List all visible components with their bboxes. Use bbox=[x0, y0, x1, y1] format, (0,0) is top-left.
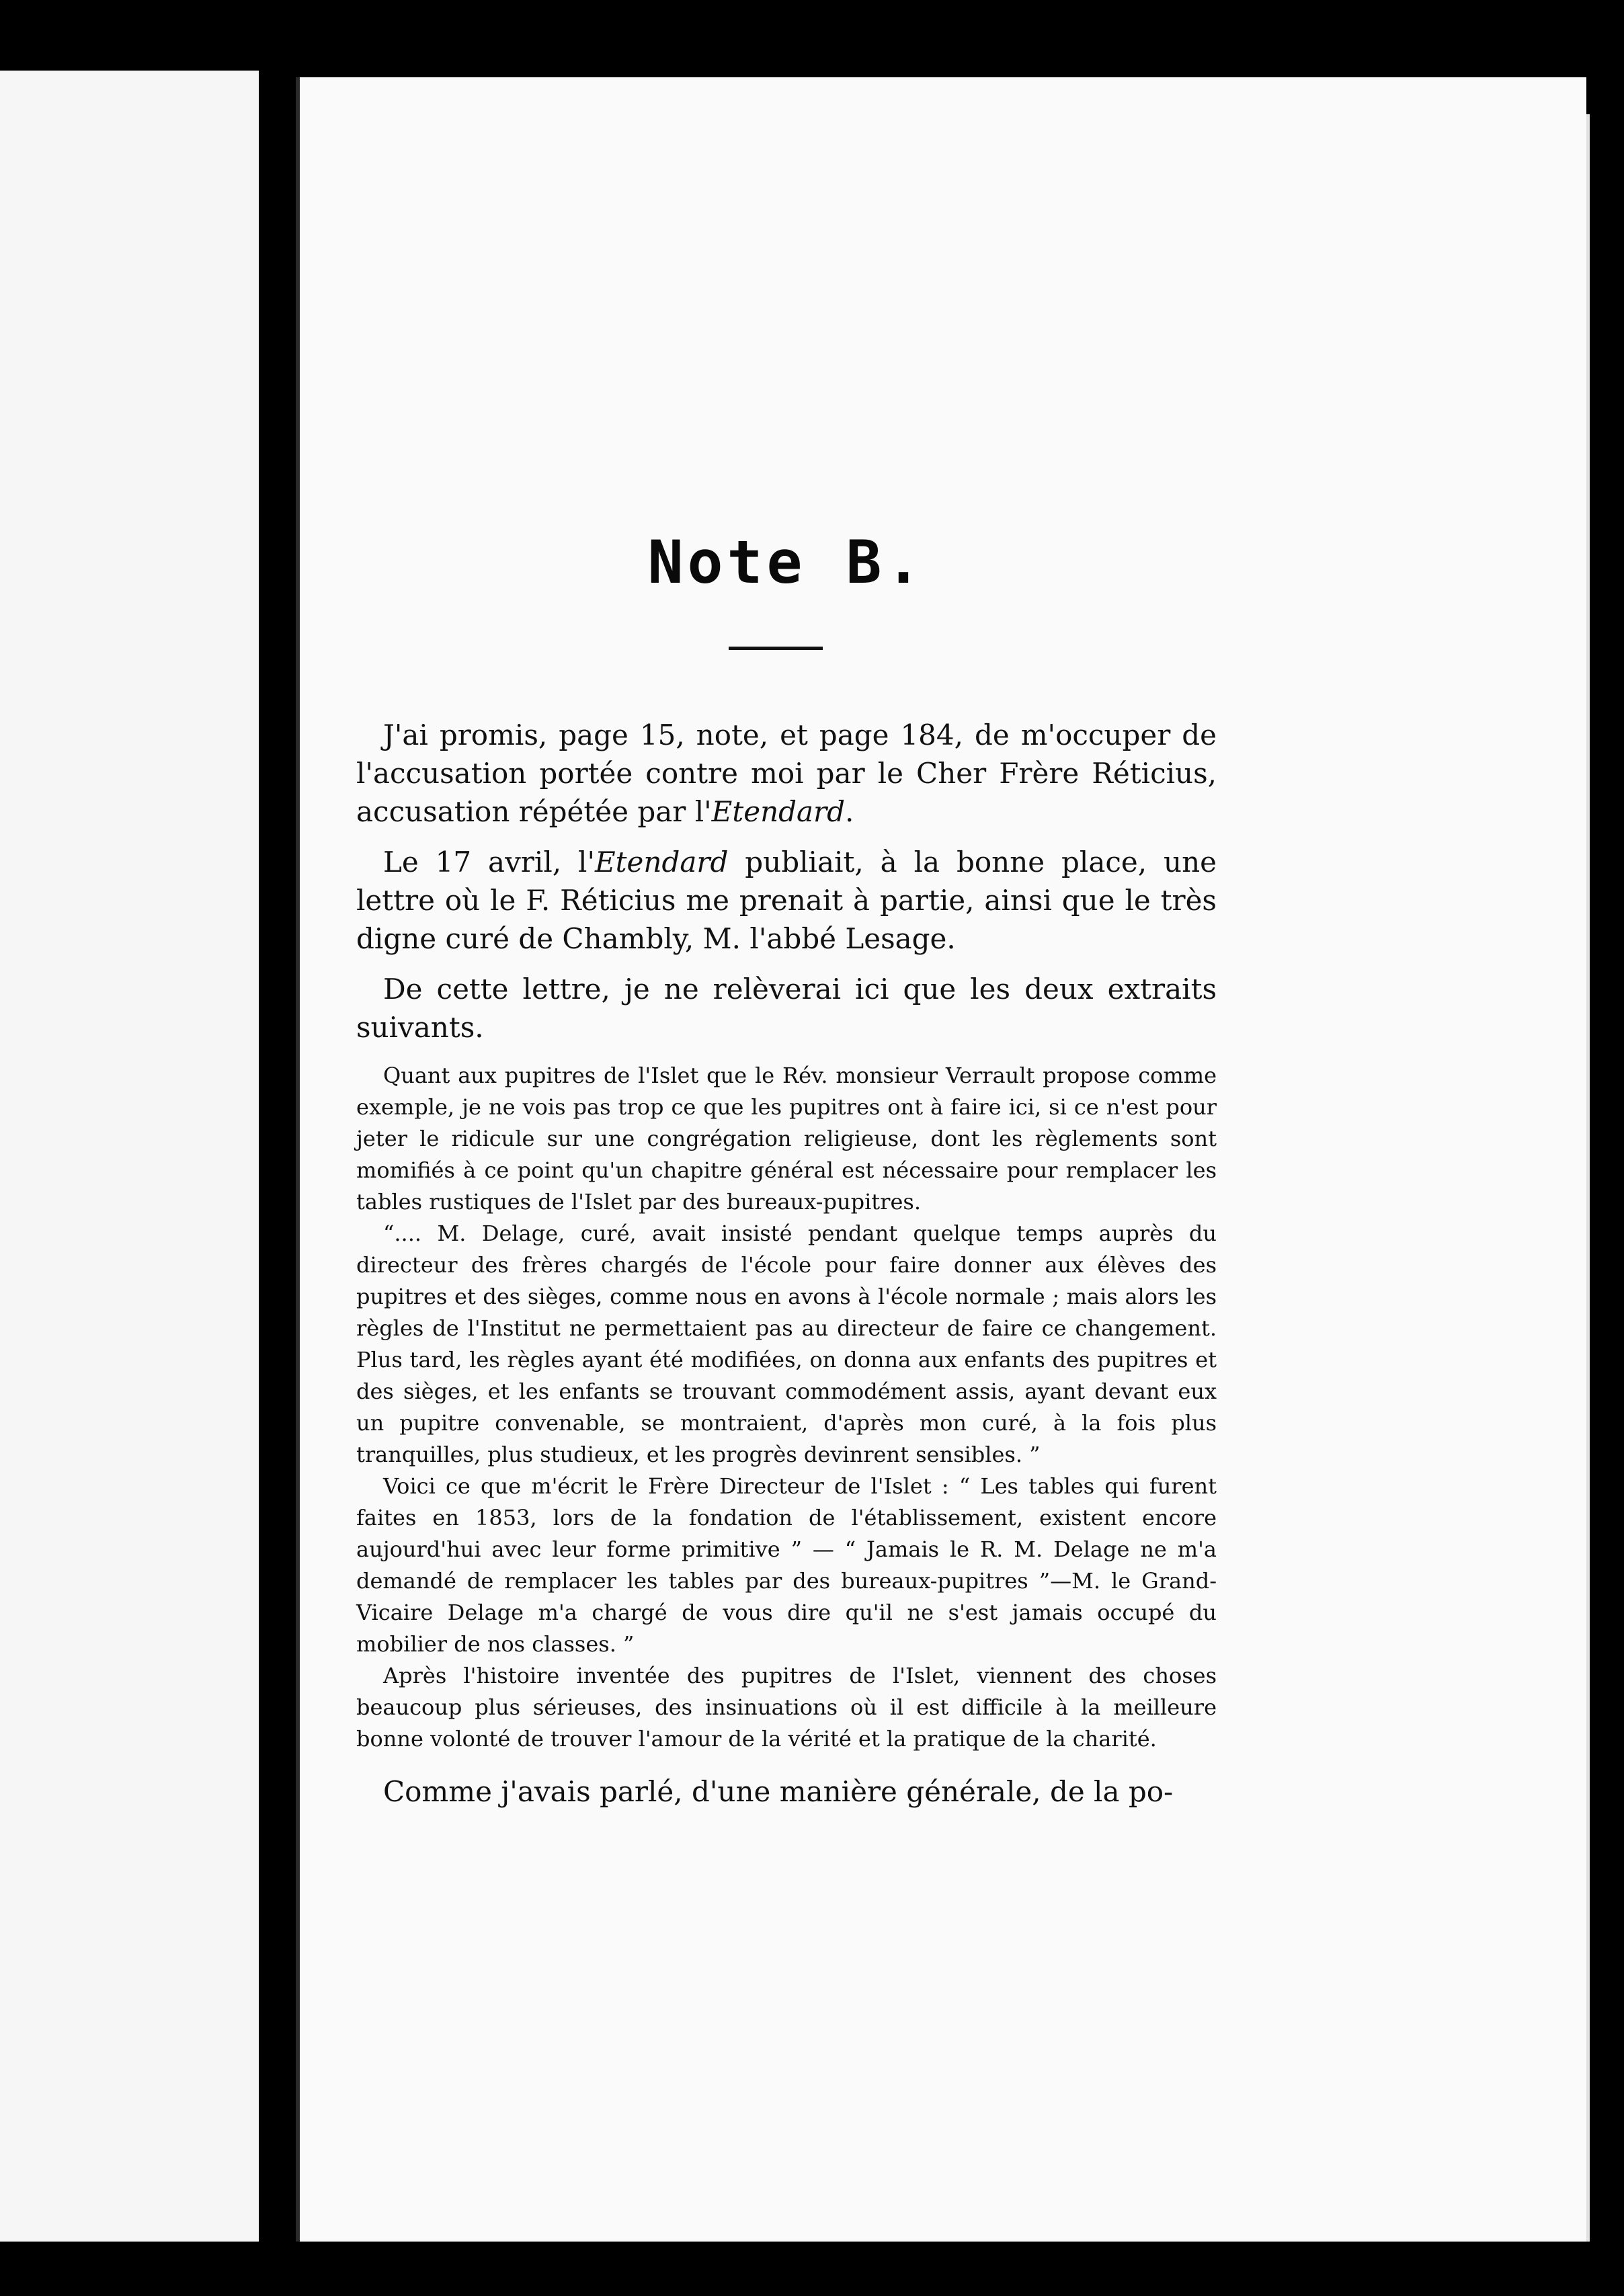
quote-2: “.... M. Delage, curé, avait insisté pendant quelque temps auprès du directeur des frères chargés de l'école pour faire donner aux élèves des pupitres et des sièges, comme nous en avons à l'école normale ; mais alors les règles de l'Institut ne permettaient pas au directeur de faire ce changement. Plus tard, les règles ayant été modifiées, on donna aux enfants des pupitres et des sièges, et les enfants se trouvant commodément assis, ayant devant eux un pupitre convenable, se montraient, d'après mon curé, à la fois plus tranquilles, plus studieux, et les progrès devinrent sensibles. ” bbox=[356, 1221, 1217, 1467]
paragraph-1-text: J'ai promis, page 15, note, et page 184, de m'occuper de l'accusation portée contre moi par le Cher Frère Réticius, accusation répétée par l' bbox=[356, 719, 1217, 828]
left-page-fragment bbox=[0, 71, 259, 2242]
quote-1: Quant aux pupitres de l'Islet que le Rév. monsieur Verrault propose comme exemple, je ne vois pas trop ce que les pupitres ont à faire ici, si ce n'est pour jeter le ridicule sur une congrégation religieuse, dont les règlements sont momifiés à ce point qu'un chapitre général est nécessaire pour remplacer les tables rustiques de l'Islet par des bureaux-pupitres. bbox=[356, 1063, 1217, 1215]
paragraph-1 bbox=[356, 716, 1217, 831]
quote-4: Après l'histoire inventée des pupitres de l'Islet, viennent des choses beaucoup plus sérieuses, des insinuations où il est difficile à la meilleure bonne volonté de trouver l'amour de la vérité et la pratique de la charité. bbox=[356, 1663, 1217, 1752]
closing-paragraph: Comme j'avais parlé, d'une manière générale, de la po- bbox=[383, 1775, 1174, 1808]
paragraph-1-italic: Etendard bbox=[711, 795, 846, 828]
paragraph-1-end: . bbox=[845, 795, 854, 828]
title-rule bbox=[729, 647, 823, 650]
quote-3: Voici ce que m'écrit le Frère Directeur de l'Islet : “ Les tables qui furent faites en 1853, lors de la fondation de l'établissement, existent encore aujourd'hui avec leur forme primitive ” — “ Jamais le R. M. Delage ne m'a demandé de remplacer les tables par des bureaux-pupitres ”—M. le Grand-Vicaire Delage m'a chargé de vous dire qu'il ne s'est jamais occupé du mobilier de nos classes. ” bbox=[356, 1473, 1217, 1657]
paragraph-2-text-b: publiait, à la bonne place, une lettre où le F. Réticius me prenait à partie, ainsi que le très digne curé de Chambly, M. l'abbé Lesage. bbox=[356, 846, 1217, 955]
paragraph-3: De cette lettre, je ne relèverai ici que les deux extraits suivants. bbox=[356, 973, 1217, 1044]
body-text bbox=[356, 716, 1217, 1811]
page-title: Note B. bbox=[647, 528, 926, 597]
quoted-extracts bbox=[356, 1060, 1217, 1755]
paragraph-2-italic: Etendard bbox=[595, 846, 729, 878]
paragraph-2 bbox=[356, 843, 1217, 958]
paragraph-2-text-a: Le 17 avril, l' bbox=[383, 846, 596, 878]
